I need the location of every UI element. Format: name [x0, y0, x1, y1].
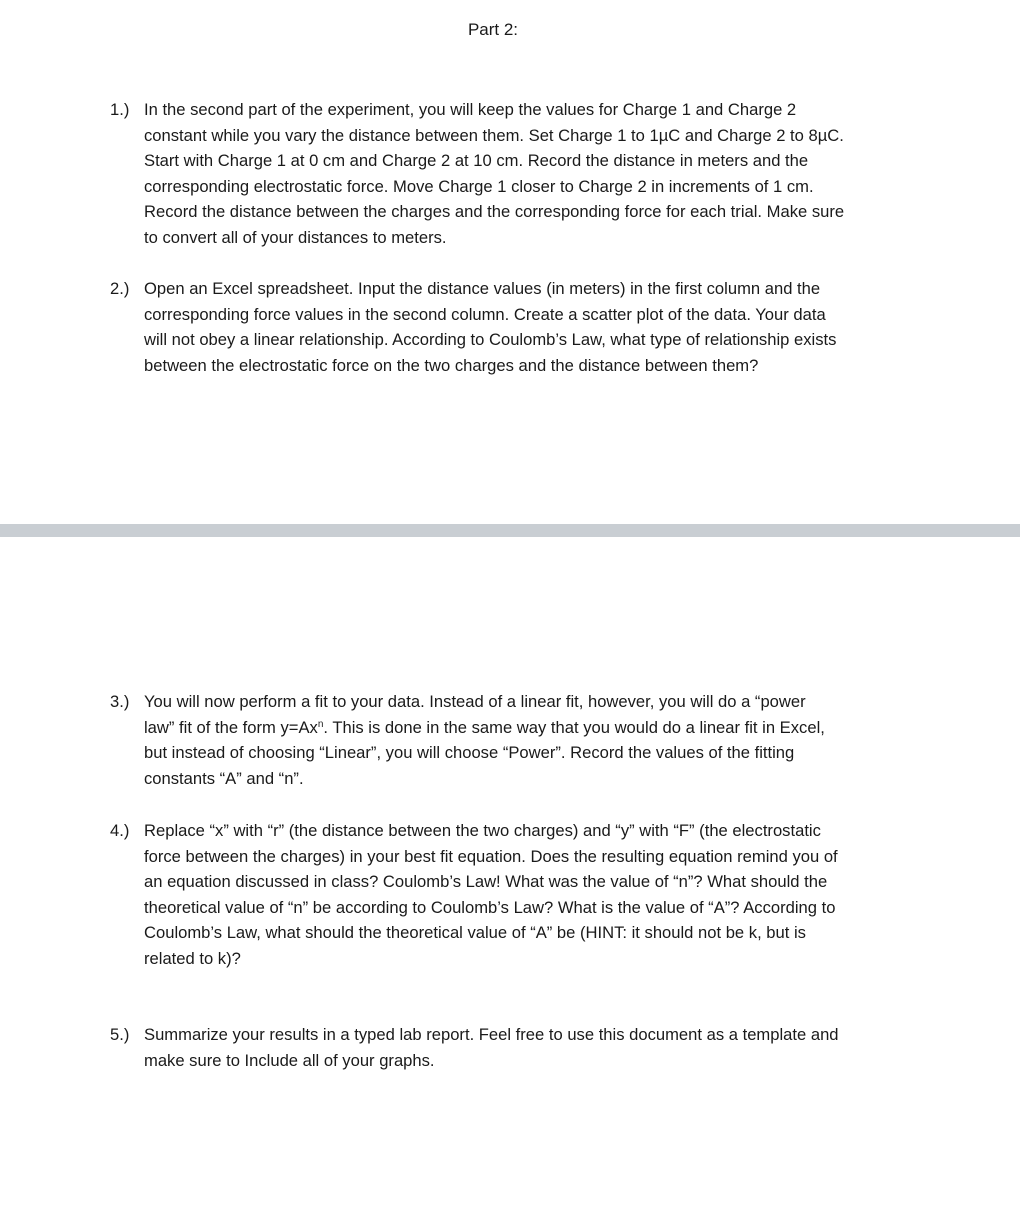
item-number: 4.): [110, 821, 130, 840]
item-number: 5.): [110, 1025, 130, 1044]
list-item-4: [110, 818, 910, 972]
item-text-before-formula: You will now perform a fit to your data. Instead of a linear fit, however, you will do a “power law” fit of the form: [144, 692, 806, 737]
item-text: [144, 689, 910, 791]
list-item-5: [110, 1022, 910, 1073]
part-title: Part 2:: [467, 20, 519, 39]
item-text: Summarize your results in a typed lab report. Feel free to use this document as a template and make sure to Include all of your graphs.: [144, 1025, 839, 1070]
power-law-formula: [280, 718, 323, 737]
list-item-1: [110, 97, 910, 251]
document-page-1: [0, 0, 1020, 524]
document-page-2: [0, 537, 1020, 1220]
list-item-3: [110, 689, 910, 791]
item-text: Open an Excel spreadsheet. Input the distance values (in meters) in the first column and the corresponding force values in the second column. Create a scatter plot of the data. Your data will not obey a linear relationship. According to Coulomb’s Law, what type of relationship exists between the electrostatic force on the two charges and the distance between them?: [144, 279, 837, 375]
list-item-2: [110, 276, 910, 378]
formula-exponent: n: [317, 718, 324, 730]
item-text-after-formula: . This is done in the same way that you would do a linear fit in Excel, but instead of choosing “Linear”, you will choose “Power”. Record the values of the fitting constants “A” and “n”.: [144, 717, 825, 788]
formula-base: y=Ax: [280, 717, 318, 737]
item-text: In the second part of the experiment, you will keep the values for Charge 1 and Charge 2 constant while you vary the distance between them. Set Charge 1 to 1µC and Charge 2 to 8µC. Start with Charge 1 at 0 cm and Charge 2 at 10 cm. Record the distance in meters and the corresponding electrostatic force. Move Charge 1 closer to Charge 2 in increments of 1 cm. Record the distance between the charges and the corresponding force for each trial. Make sure to convert all of your distances to meters.: [144, 100, 845, 247]
page-separator: [0, 524, 1020, 537]
item-number: 2.): [110, 279, 130, 298]
item-text: Replace “x” with “r” (the distance between the two charges) and “y” with “F” (the electrostatic force between the charges) in your best fit equation. Does the resulting equation remind you of an equation discussed in class? Coulomb’s Law! What was the value of “n”? What should the theoretical value of “n” be according to Coulomb’s Law? What is the value of “A”? According to Coulomb’s Law, what should the theoretical value of “A” be (HINT: it should not be k, but is related to k)?: [144, 821, 838, 968]
item-number: 3.): [110, 692, 130, 711]
item-number: 1.): [110, 100, 130, 119]
